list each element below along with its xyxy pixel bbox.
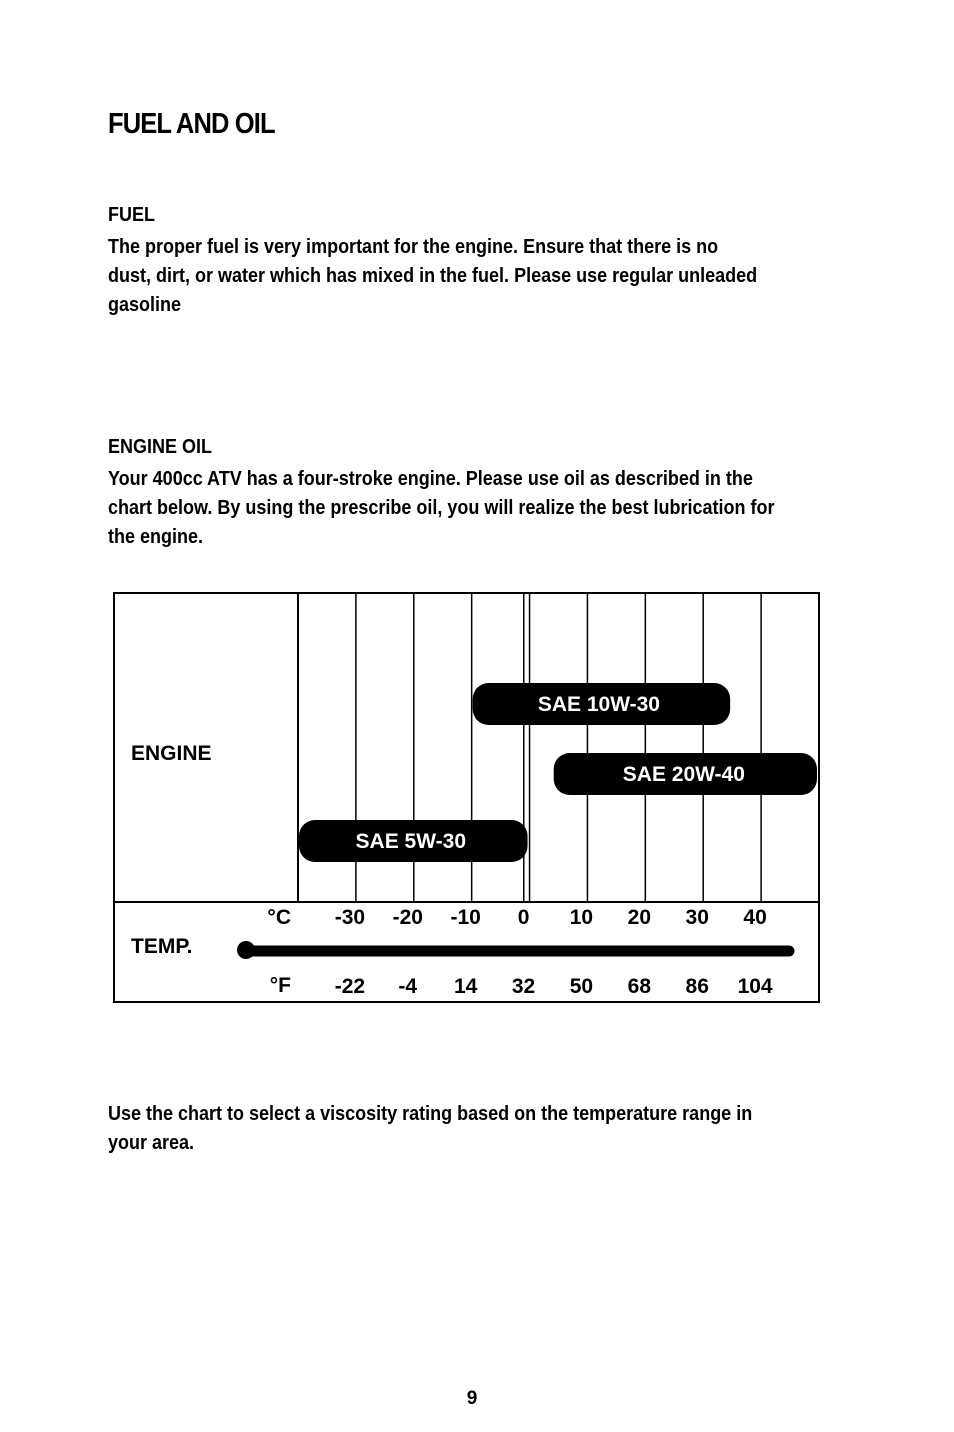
- chart-frame: [114, 593, 819, 1002]
- fahrenheit-tick-label: 14: [453, 975, 478, 998]
- engine-oil-heading: ENGINE OIL: [108, 436, 213, 458]
- fahrenheit-tick-label: -4: [398, 975, 418, 998]
- fahrenheit-tick-label: 86: [685, 975, 709, 998]
- page-number: 9: [466, 1388, 478, 1409]
- celsius-unit-label: °C: [267, 906, 291, 929]
- fuel-paragraph: The proper fuel is very important for the engine. Ensure that there is no dust, dirt, or water which has mixed in the fuel. Please use regular unleaded gasoline: [108, 236, 758, 316]
- celsius-tick-label: 20: [627, 906, 652, 929]
- celsius-tick-label: 0: [517, 906, 530, 929]
- fahrenheit-tick-label: 68: [627, 975, 652, 998]
- celsius-tick-label: 10: [569, 906, 594, 929]
- celsius-tick-label: 40: [743, 906, 767, 929]
- oil-viscosity-chart-svg: [113, 592, 820, 1003]
- celsius-tick-label: 30: [685, 906, 709, 929]
- fahrenheit-tick-label: -22: [334, 975, 366, 998]
- viscosity-bar-label: SAE 10W-30: [537, 693, 660, 716]
- oil-viscosity-chart: [113, 592, 820, 1003]
- fahrenheit-tick-label: 32: [511, 975, 536, 998]
- viscosity-bar-label: SAE 20W-40: [622, 763, 745, 786]
- temperature-scale-bulb: [237, 941, 255, 959]
- fahrenheit-tick-label: 50: [569, 975, 594, 998]
- temp-row-label: TEMP.: [131, 935, 193, 958]
- engine-row-label: ENGINE: [131, 742, 212, 765]
- fahrenheit-tick-label: 104: [737, 975, 773, 998]
- fuel-heading: FUEL: [108, 204, 155, 226]
- celsius-tick-label: -30: [334, 906, 366, 929]
- engine-oil-paragraph: Your 400cc ATV has a four-stroke engine. Please use oil as described in the chart below. By using the prescribe oil, you will realize the best lubrication for the engine.: [108, 468, 775, 548]
- celsius-tick-label: -10: [450, 906, 481, 929]
- page-title: FUEL AND OIL: [108, 108, 275, 140]
- fahrenheit-unit-label: °F: [269, 974, 291, 997]
- viscosity-bar-label: SAE 5W-30: [355, 830, 467, 853]
- celsius-tick-label: -20: [392, 906, 423, 929]
- chart-instruction-note: Use the chart to select a viscosity rating based on the temperature range in your area.: [108, 1103, 753, 1154]
